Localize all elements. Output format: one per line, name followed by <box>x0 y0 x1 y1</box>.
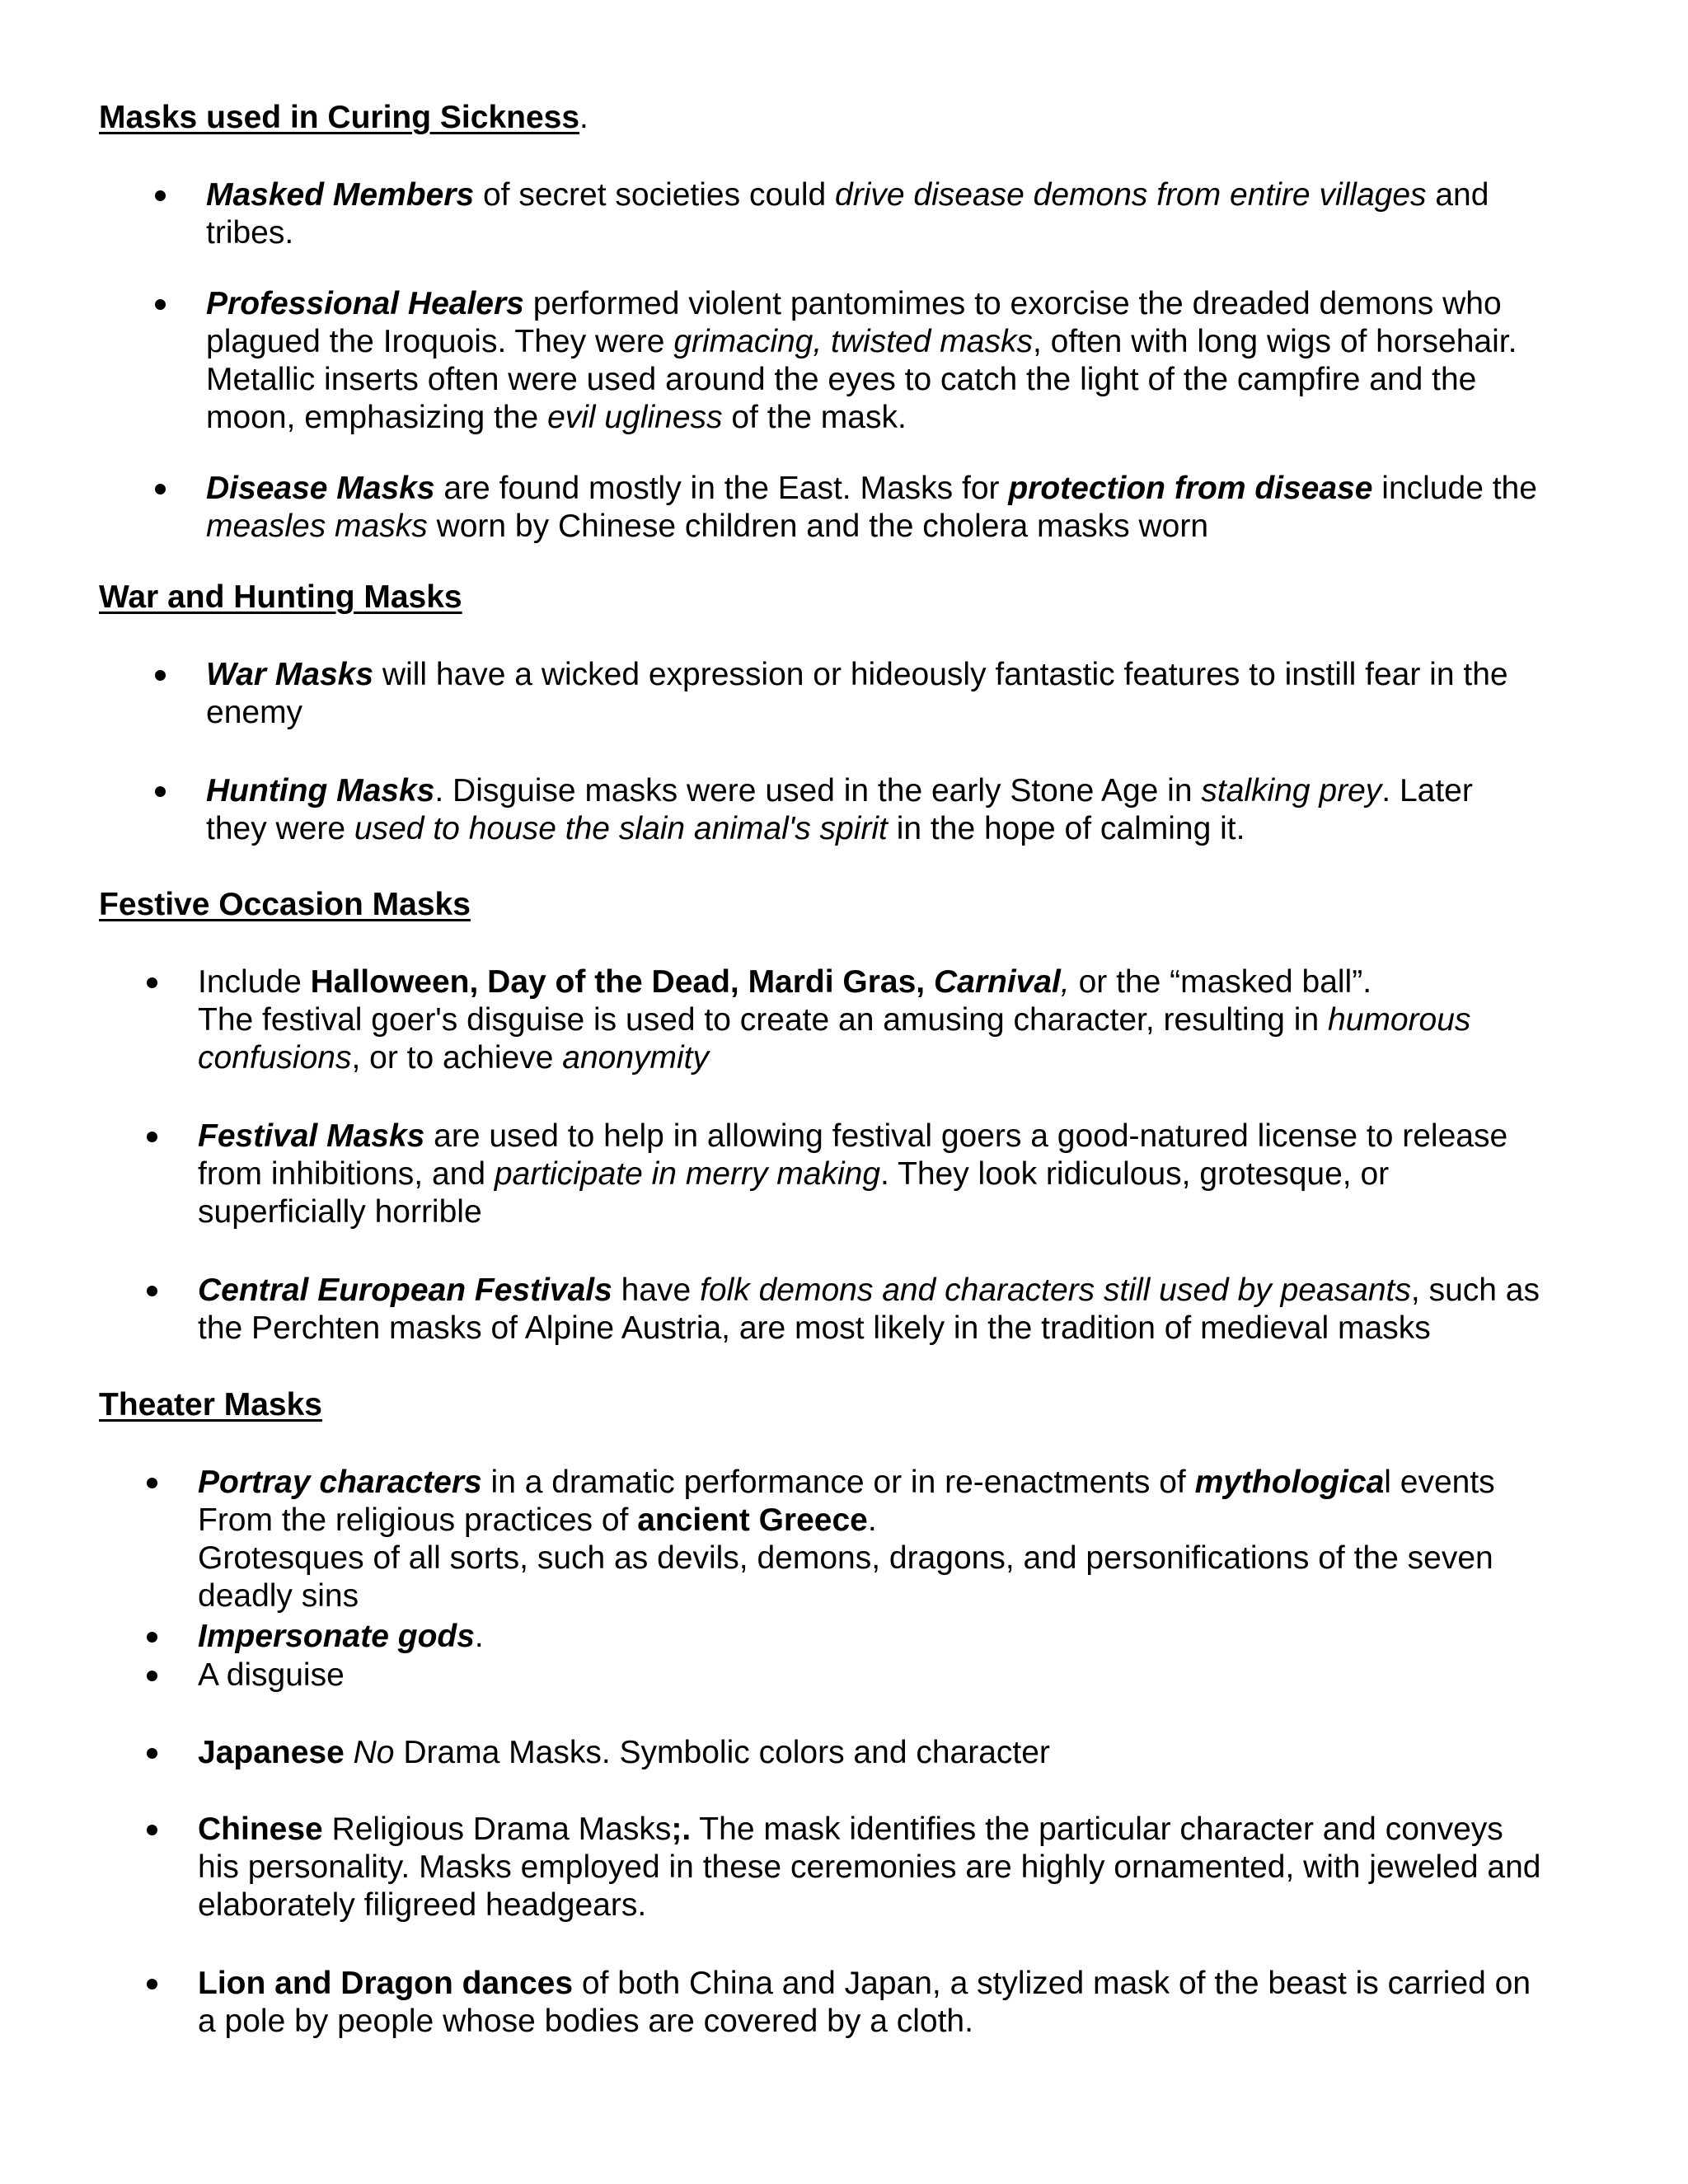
text-line <box>198 1577 1599 1615</box>
text-run: of both China and Japan, a stylized mask of the beast is carried on <box>573 1966 1531 2001</box>
text-line <box>198 2003 1599 2041</box>
text-line <box>198 1886 1599 1924</box>
text-run: Religious Drama Masks <box>322 1811 672 1847</box>
text-run: Include <box>198 964 311 1000</box>
text-run: . Disguise masks were used in the early Stone Age in <box>434 773 1202 808</box>
text-run: Lion and Dragon dances <box>198 1966 574 2001</box>
text-run: Impersonate gods <box>198 1619 475 1654</box>
text-line <box>206 214 1607 252</box>
text-run: Central European Festivals <box>198 1272 612 1308</box>
text-run: participate in merry making <box>494 1156 881 1192</box>
section-heading-festive <box>99 886 471 924</box>
list-item-text <box>198 1272 1599 1347</box>
bullet-icon <box>155 656 188 694</box>
text-run: No <box>353 1735 395 1770</box>
text-run: used to house the slain animal's spirit <box>354 811 888 846</box>
bullet-icon <box>155 772 188 810</box>
list-item-text <box>206 656 1607 732</box>
text-run: l events <box>1384 1465 1495 1500</box>
text-run: , such as <box>1410 1272 1540 1308</box>
text-run: The festival goer's disguise is used to create an amusing character, resulting in <box>198 1002 1328 1038</box>
text-run: drive disease demons from entire villages <box>835 177 1427 213</box>
text-run: are used to help in allowing festival goers a good-natured license to release <box>424 1118 1508 1154</box>
text-run: in a dramatic performance or in re-enactments of <box>481 1465 1195 1500</box>
heading-text: Festive Occasion Masks <box>99 887 471 922</box>
text-line <box>206 176 1607 214</box>
text-run: the Perchten masks of Alpine Austria, are most likely in the tradition of medieval masks <box>198 1310 1431 1346</box>
text-line <box>206 694 1607 732</box>
text-run: mythologica <box>1194 1465 1385 1500</box>
text-run: , <box>1060 964 1070 1000</box>
text-run: include the <box>1372 471 1537 506</box>
text-run: From the religious practices of <box>198 1502 638 1538</box>
text-line <box>198 1118 1599 1155</box>
text-line <box>206 470 1607 508</box>
text-run: Hunting Masks <box>206 773 435 808</box>
text-run: his personality. Masks employed in these ceremonies are highly ornamented, with jeweled and <box>198 1849 1541 1885</box>
text-run: enemy <box>206 695 303 730</box>
text-run: have <box>612 1272 701 1308</box>
text-line <box>198 1502 1599 1540</box>
list-item-text <box>198 1657 1599 1694</box>
text-run: Grotesques of all sorts, such as devils, demons, dragons, and personifications of the seven <box>198 1540 1493 1576</box>
text-line <box>198 1734 1599 1772</box>
bullet-icon <box>147 963 180 1001</box>
text-run: Halloween, Day of the Dead, Mardi Gras, <box>310 964 934 1000</box>
text-line <box>198 1965 1599 2003</box>
text-line <box>206 399 1607 437</box>
bullet-icon <box>155 470 188 508</box>
text-line <box>198 1540 1599 1577</box>
text-run: tribes. <box>206 215 294 251</box>
section-heading-war <box>99 579 462 616</box>
text-run: of secret societies could <box>474 177 836 213</box>
heading-text: War and Hunting Masks <box>99 579 462 615</box>
text-line <box>198 1811 1599 1849</box>
heading-text: Theater Masks <box>99 1387 322 1422</box>
text-run: or the “masked ball”. <box>1069 964 1372 1000</box>
text-run: A disguise <box>198 1657 345 1693</box>
text-run: confusions <box>198 1040 352 1076</box>
text-run: in the hope of calming it. <box>887 811 1245 846</box>
list-item-text <box>198 963 1599 1077</box>
text-run: , often with long wigs of horsehair. <box>1032 324 1517 359</box>
text-line <box>198 1464 1599 1502</box>
text-run: folk demons and characters still used by peasants <box>700 1272 1411 1308</box>
bullet-icon <box>155 285 188 323</box>
text-run: from inhibitions, and <box>198 1156 495 1192</box>
text-line <box>198 1657 1599 1694</box>
text-run: elaborately filigreed headgears. <box>198 1887 647 1923</box>
text-run: worn by Chinese children and the cholera masks worn <box>427 509 1209 544</box>
bullet-icon <box>147 1734 180 1772</box>
section-heading-theater <box>99 1386 322 1424</box>
heading-tail: . <box>579 100 588 135</box>
text-run: they were <box>206 811 354 846</box>
text-run: Carnival <box>933 964 1061 1000</box>
bullet-icon <box>147 1272 180 1310</box>
list-item-text <box>206 285 1607 437</box>
text-line <box>206 285 1607 323</box>
text-run: War Masks <box>206 657 374 692</box>
text-run: of the mask. <box>722 400 907 435</box>
text-run: Chinese <box>198 1811 323 1847</box>
text-run: ancient Greece <box>637 1502 868 1538</box>
text-line <box>198 1193 1599 1231</box>
text-line <box>206 656 1607 694</box>
list-item-text <box>198 1618 1599 1656</box>
text-run: Masked Members <box>206 177 475 213</box>
bullet-icon <box>147 1657 180 1694</box>
text-run: a pole by people whose bodies are covered by a cloth. <box>198 2004 973 2039</box>
bullet-icon <box>147 1618 180 1656</box>
text-run: grimacing, twisted masks <box>673 324 1033 359</box>
text-run: . Later <box>1381 773 1473 808</box>
text-run: ;. <box>671 1811 692 1847</box>
text-run: measles masks <box>206 509 428 544</box>
text-run: evil ugliness <box>547 400 723 435</box>
text-run: are found mostly in the East. Masks for <box>434 471 1009 506</box>
text-run: will have a wicked expression or hideously fantastic features to instill fear in the <box>373 657 1508 692</box>
text-run: anonymity <box>562 1040 710 1076</box>
list-item-text <box>198 1734 1599 1772</box>
text-run: deadly sins <box>198 1578 359 1614</box>
text-run: superficially horrible <box>198 1194 482 1230</box>
text-run: . <box>474 1619 484 1654</box>
text-line <box>198 1039 1599 1077</box>
text-run: performed violent pantomimes to exorcise the dreaded demons who <box>523 286 1502 321</box>
text-run: and <box>1426 177 1489 213</box>
text-line <box>198 1272 1599 1310</box>
list-item-text <box>198 1118 1599 1231</box>
heading-text: Masks used in Curing Sickness <box>99 100 580 135</box>
text-line <box>206 772 1607 810</box>
text-line <box>206 361 1607 399</box>
text-run: stalking prey <box>1201 773 1382 808</box>
text-line <box>206 323 1607 361</box>
text-run: plagued the Iroquois. They were <box>206 324 674 359</box>
list-item-text <box>198 1965 1599 2041</box>
list-item-text <box>198 1464 1599 1615</box>
bullet-icon <box>147 1464 180 1502</box>
text-run: . They look ridiculous, grotesque, or <box>880 1156 1390 1192</box>
text-run: Portray characters <box>198 1465 482 1500</box>
text-run: Disease Masks <box>206 471 435 506</box>
list-item-text <box>206 470 1607 546</box>
text-run: . <box>867 1502 877 1538</box>
list-item-text <box>206 772 1607 848</box>
text-run: moon, emphasizing the <box>206 400 548 435</box>
list-item-text <box>206 176 1607 252</box>
text-run: Drama Masks. Symbolic colors and character <box>394 1735 1050 1770</box>
text-run: , or to achieve <box>351 1040 563 1076</box>
text-line <box>198 1155 1599 1193</box>
text-line <box>206 810 1607 848</box>
text-line <box>198 963 1599 1001</box>
text-run: The mask identifies the particular character and conveys <box>691 1811 1503 1847</box>
bullet-icon <box>155 176 188 214</box>
text-run: Festival Masks <box>198 1118 425 1154</box>
bullet-icon <box>147 1811 180 1849</box>
text-run: Metallic inserts often were used around the eyes to catch the light of the campfire and the <box>206 362 1477 397</box>
bullet-icon <box>147 1965 180 2003</box>
text-line <box>198 1849 1599 1886</box>
text-run: humorous <box>1328 1002 1471 1038</box>
text-line <box>206 508 1607 546</box>
text-run: Japanese <box>198 1735 354 1770</box>
text-line <box>198 1310 1599 1347</box>
text-line <box>198 1618 1599 1656</box>
list-item-text <box>198 1811 1599 1924</box>
text-line <box>198 1001 1599 1039</box>
text-run: Professional Healers <box>206 286 524 321</box>
text-run: protection from disease <box>1008 471 1373 506</box>
section-heading-curing <box>99 99 588 137</box>
bullet-icon <box>147 1118 180 1155</box>
